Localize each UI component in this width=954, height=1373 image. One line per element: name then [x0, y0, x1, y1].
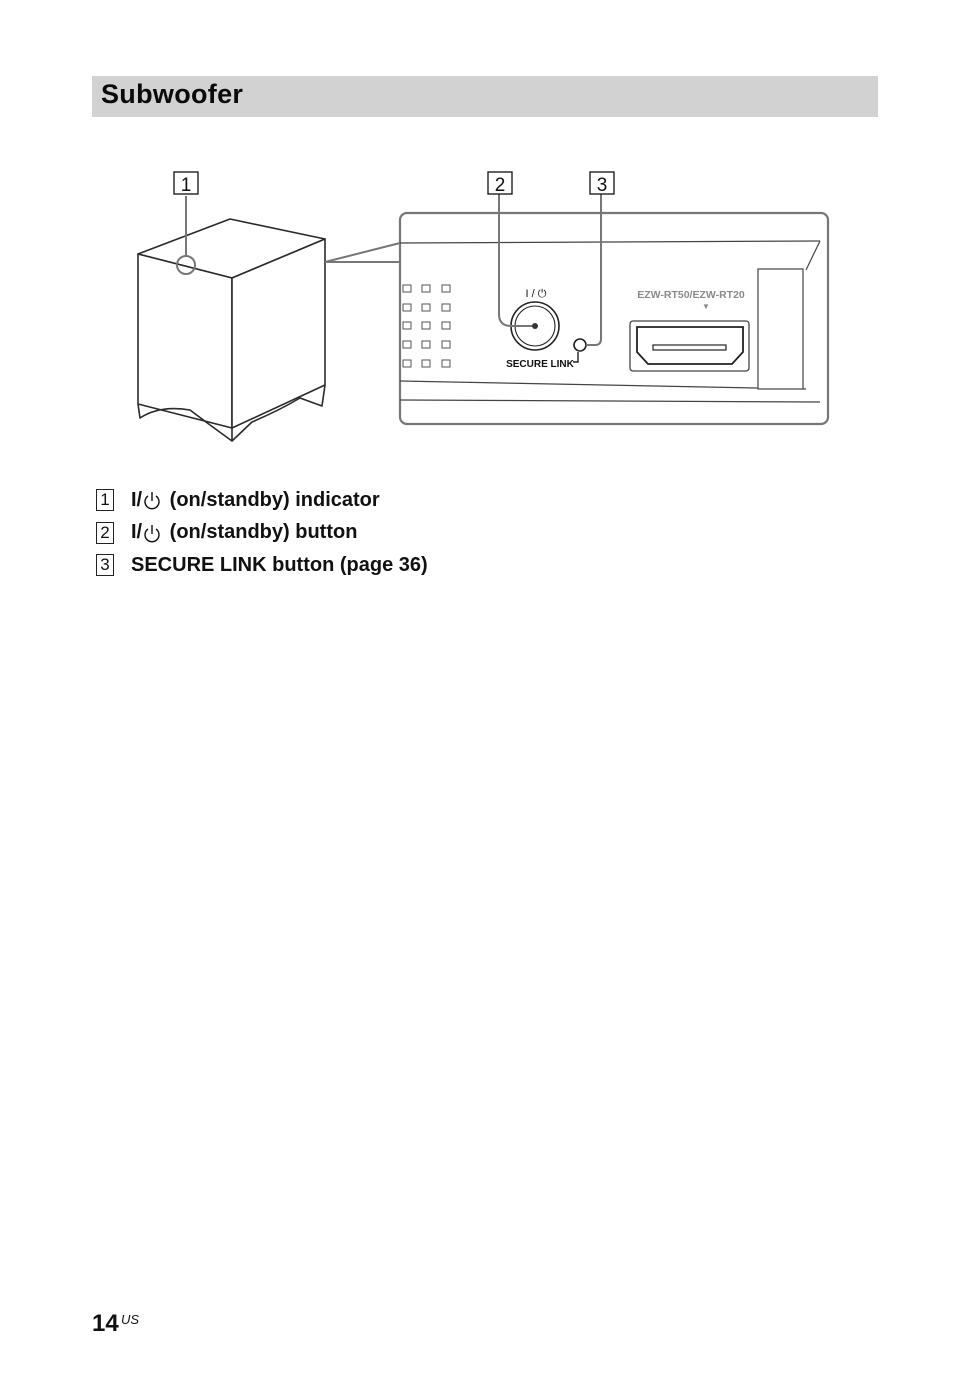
subwoofer-diagram — [0, 0, 954, 460]
svg-text:3: 3 — [596, 175, 608, 196]
legend-number: 3 — [96, 554, 114, 576]
legend-number: 1 — [96, 489, 114, 511]
legend-text: (on/standby) indicator — [164, 488, 380, 511]
panel-slot-arrow: ▼ — [702, 302, 710, 311]
power-standby-icon — [143, 523, 161, 543]
legend-prefix: I/ — [131, 521, 143, 544]
power-standby-icon — [143, 490, 161, 510]
section-title: Subwoofer — [101, 79, 244, 109]
callout-3 — [590, 172, 614, 196]
rear-panel-detail — [400, 213, 828, 424]
callout-2 — [488, 172, 512, 196]
callout-1 — [174, 172, 198, 196]
page-number: 14 — [92, 1310, 119, 1337]
panel-slot-label: EZW-RT50/EZW-RT20 — [637, 289, 745, 301]
legend-text: SECURE LINK button (page 36) — [131, 553, 428, 576]
legend-item — [96, 484, 796, 517]
page-suffix: US — [121, 1312, 140, 1327]
secure-link-button — [574, 339, 586, 351]
panel-secure-link-label: SECURE LINK — [506, 359, 574, 370]
subwoofer-cabinet — [138, 219, 325, 441]
legend-text: (on/standby) button — [164, 521, 358, 544]
legend-list — [96, 484, 796, 582]
svg-text:1: 1 — [180, 175, 192, 196]
legend-number: 2 — [96, 522, 114, 544]
svg-text:2: 2 — [494, 175, 506, 196]
legend-item — [96, 517, 796, 550]
legend-prefix: I/ — [131, 488, 143, 511]
legend-item — [96, 549, 796, 582]
panel-power-label: I / ⏻ — [525, 288, 547, 300]
